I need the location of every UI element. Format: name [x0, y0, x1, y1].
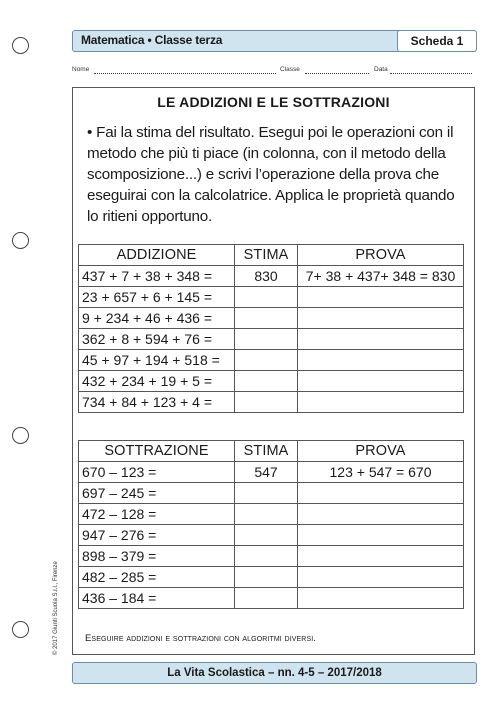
class-field[interactable]	[305, 73, 369, 74]
column-header: SOTTRAZIONE	[79, 441, 235, 462]
table-row	[79, 308, 464, 329]
estimate-cell[interactable]	[235, 546, 298, 567]
header-subject: Matematica • Classe terza	[81, 33, 223, 47]
operation-cell: 362 + 8 + 594 + 76 =	[79, 329, 235, 350]
estimate-cell[interactable]: 547	[235, 462, 298, 483]
table-row	[79, 350, 464, 371]
table-header-row	[79, 245, 464, 266]
learning-objective: Eseguire addizioni e sottrazioni con algoritmi diversi.	[85, 633, 316, 644]
sheet-label: Scheda 1	[397, 30, 477, 52]
check-cell[interactable]	[298, 525, 464, 546]
estimate-cell[interactable]	[235, 392, 298, 413]
table-row	[79, 462, 464, 483]
check-cell[interactable]	[298, 567, 464, 588]
check-cell[interactable]	[298, 350, 464, 371]
class-label: Classe	[280, 66, 300, 73]
table-row	[79, 525, 464, 546]
estimate-cell[interactable]	[235, 350, 298, 371]
table-row	[79, 266, 464, 287]
operation-cell: 432 + 234 + 19 + 5 =	[79, 371, 235, 392]
check-cell[interactable]	[298, 588, 464, 609]
operation-cell: 734 + 84 + 123 + 4 =	[79, 392, 235, 413]
header-bar	[72, 30, 477, 52]
footer-bar: La Vita Scolastica – nn. 4-5 – 2017/2018	[72, 662, 477, 684]
column-header: ADDIZIONE	[79, 245, 235, 266]
operation-cell: 947 – 276 =	[79, 525, 235, 546]
column-header: PROVA	[298, 245, 464, 266]
check-cell[interactable]	[298, 392, 464, 413]
estimate-cell[interactable]	[235, 308, 298, 329]
operation-cell: 9 + 234 + 46 + 436 =	[79, 308, 235, 329]
table-row	[79, 588, 464, 609]
operation-cell: 697 – 245 =	[79, 483, 235, 504]
estimate-cell[interactable]	[235, 567, 298, 588]
name-label: Nome	[72, 66, 90, 73]
worksheet-title: LE ADDIZIONI E LE SOTTRAZIONI	[157, 94, 390, 110]
table-row	[79, 329, 464, 350]
column-header: PROVA	[298, 441, 464, 462]
name-field[interactable]	[94, 73, 276, 74]
operation-cell: 482 – 285 =	[79, 567, 235, 588]
check-cell[interactable]	[298, 504, 464, 525]
table-row	[79, 567, 464, 588]
student-info-line	[72, 66, 475, 78]
check-cell[interactable]	[298, 546, 464, 567]
operation-cell: 23 + 657 + 6 + 145 =	[79, 287, 235, 308]
binder-hole-4	[12, 621, 29, 638]
check-cell[interactable]	[298, 329, 464, 350]
table-row	[79, 371, 464, 392]
check-cell[interactable]	[298, 483, 464, 504]
check-cell[interactable]: 123 + 547 = 670	[298, 462, 464, 483]
operation-cell: 45 + 97 + 194 + 518 =	[79, 350, 235, 371]
worksheet-panel	[72, 87, 475, 655]
estimate-cell[interactable]	[235, 371, 298, 392]
estimate-cell[interactable]	[235, 588, 298, 609]
additions-table	[78, 244, 464, 413]
operation-cell: 670 – 123 =	[79, 462, 235, 483]
subtractions-table	[78, 440, 464, 609]
estimate-cell[interactable]	[235, 525, 298, 546]
operation-cell: 898 – 379 =	[79, 546, 235, 567]
table-row	[79, 287, 464, 308]
binder-hole-2	[12, 232, 29, 249]
check-cell[interactable]	[298, 371, 464, 392]
table-header-row	[79, 441, 464, 462]
operation-cell: 437 + 7 + 38 + 348 =	[79, 266, 235, 287]
estimate-cell[interactable]	[235, 483, 298, 504]
check-cell[interactable]	[298, 308, 464, 329]
column-header: STIMA	[235, 245, 298, 266]
table-row	[79, 546, 464, 567]
binder-hole-1	[12, 37, 29, 54]
operation-cell: 436 – 184 =	[79, 588, 235, 609]
check-cell[interactable]: 7+ 38 + 437+ 348 = 830	[298, 266, 464, 287]
check-cell[interactable]	[298, 287, 464, 308]
binder-hole-3	[12, 427, 29, 444]
instructions: • Fai la stima del risultato. Esegui poi le operazioni con il metodo che più ti piace (in colonna, con il metodo della scomposizione...) e scrivi l’operazione della prova che eseguirai con la calcolatrice. Applica le proprietà quando lo ritieni opportuno.	[87, 124, 455, 225]
copyright-notice: © 2017 Giunti Scuola S.r.l., Firenze	[53, 561, 59, 655]
date-field[interactable]	[390, 73, 472, 74]
column-header: STIMA	[235, 441, 298, 462]
estimate-cell[interactable]: 830	[235, 266, 298, 287]
estimate-cell[interactable]	[235, 287, 298, 308]
estimate-cell[interactable]	[235, 504, 298, 525]
estimate-cell[interactable]	[235, 329, 298, 350]
table-row	[79, 392, 464, 413]
date-label: Data	[374, 66, 388, 73]
operation-cell: 472 – 128 =	[79, 504, 235, 525]
table-row	[79, 504, 464, 525]
table-row	[79, 483, 464, 504]
